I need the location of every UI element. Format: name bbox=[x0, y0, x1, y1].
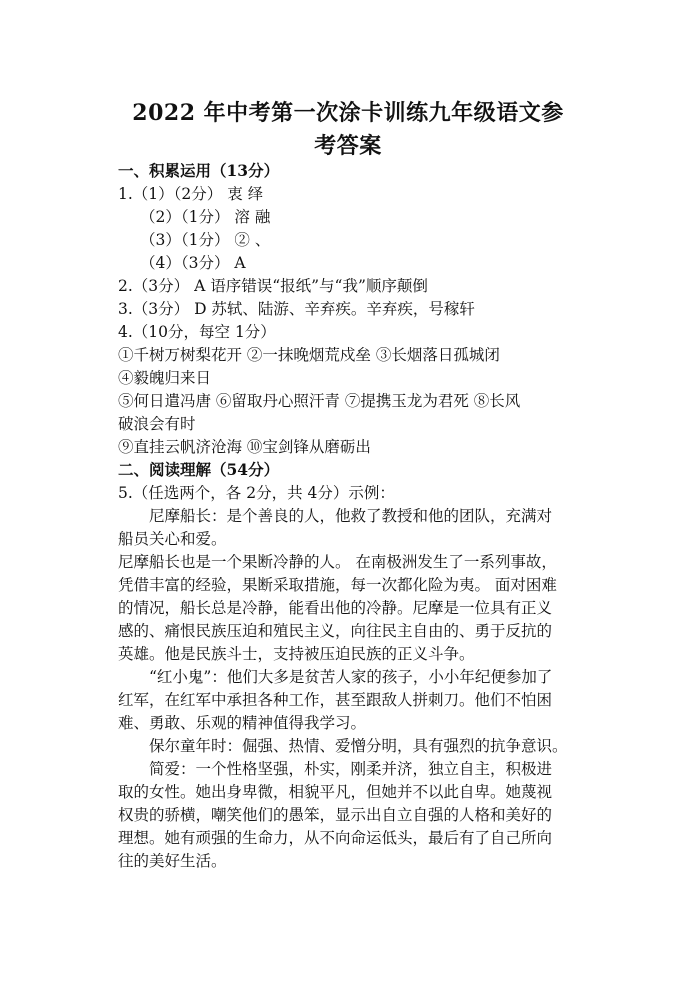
answer-line: 尼摩船长：是个善良的人，他救了教授和他的团队，充满对 bbox=[149, 507, 553, 525]
answer-line: 1.（1）（2分） 衷 绎 bbox=[118, 185, 264, 203]
answer-line: 的情况，船长总是冷静，能看出他的冷静。尼摩是一位具有正义 bbox=[118, 599, 553, 617]
answer-line: 5.（任选两个，各 2分，共 4分）示例： bbox=[118, 484, 395, 502]
answer-line: “红小鬼”：他们大多是贫苦人家的孩子，小小年纪便参加了 bbox=[149, 668, 553, 686]
answer-line: （3）（1分） ② 、 bbox=[140, 231, 271, 249]
answer-line: （2）（1分） 溶 融 bbox=[140, 208, 271, 226]
document-title-line-2: 考答案 bbox=[314, 133, 382, 159]
answer-line: 难、勇敢、乐观的精神值得我学习。 bbox=[118, 714, 367, 732]
answer-line: 英雄。他是民族斗士，支持被压迫民族的正义斗争。 bbox=[118, 645, 475, 663]
answer-line: 凭借丰富的经验，果断采取措施，每一次都化险为夷。 面对困难 bbox=[118, 576, 557, 594]
answer-line: 尼摩船长也是一个果断冷静的人。 在南极洲发生了一系列事故， bbox=[118, 553, 557, 571]
answer-line: ⑤何日遣冯唐 ⑥留取丹心照汗青 ⑦提携玉龙为君死 ⑧长风 bbox=[118, 392, 521, 410]
answer-line: ④毅魄归来日 bbox=[118, 369, 212, 387]
answer-line: 权贵的骄横，嘲笑他们的愚笨，显示出自立自强的人格和美好的 bbox=[118, 806, 553, 824]
answer-line: 往的美好生活。 bbox=[118, 852, 227, 870]
section-heading-accumulation: 一、积累运用（13分） bbox=[118, 161, 280, 180]
answer-line: 2.（3分） A 语序错误“报纸”与“我”顺序颠倒 bbox=[118, 277, 428, 295]
answer-line: 船员关心和爱。 bbox=[118, 530, 227, 548]
answer-line: 保尔童年时：倔强、热情、爱憎分明，具有强烈的抗争意识。 bbox=[149, 737, 568, 755]
answer-line: 破浪会有时 bbox=[118, 415, 196, 433]
answer-line: 理想。她有顽强的生命力，从不向命运低头，最后有了自己所向 bbox=[118, 829, 553, 847]
document-title-line-1: 2022 年中考第一次涂卡训练九年级语文参 bbox=[132, 100, 564, 126]
answer-line: 4.（10分，每空 1分） bbox=[118, 323, 276, 341]
answer-line: 红军，在红军中承担各种工作，甚至跟敌人拼刺刀。他们不怕困 bbox=[118, 691, 553, 709]
section-heading-reading: 二、阅读理解（54分） bbox=[118, 460, 280, 479]
answer-line: 感的、痛恨民族压迫和殖民主义，向往民主自由的、勇于反抗的 bbox=[118, 622, 553, 640]
answer-line: ①千树万树梨花开 ②一抹晚烟荒戍垒 ③长烟落日孤城闭 bbox=[118, 346, 500, 364]
answer-line: 简爱：一个性格坚强，朴实，刚柔并济，独立自主，积极进 bbox=[149, 760, 553, 778]
answer-line: ⑨直挂云帆济沧海 ⑩宝剑锋从磨砺出 bbox=[118, 438, 371, 456]
answer-line: 3.（3分） D 苏轼、陆游、辛弃疾。辛弃疾，号稼轩 bbox=[118, 300, 475, 318]
answer-line: 取的女性。她出身卑微，相貌平凡，但她并不以此自卑。她蔑视 bbox=[118, 783, 553, 801]
answer-line: （4）（3分） A bbox=[140, 254, 246, 272]
